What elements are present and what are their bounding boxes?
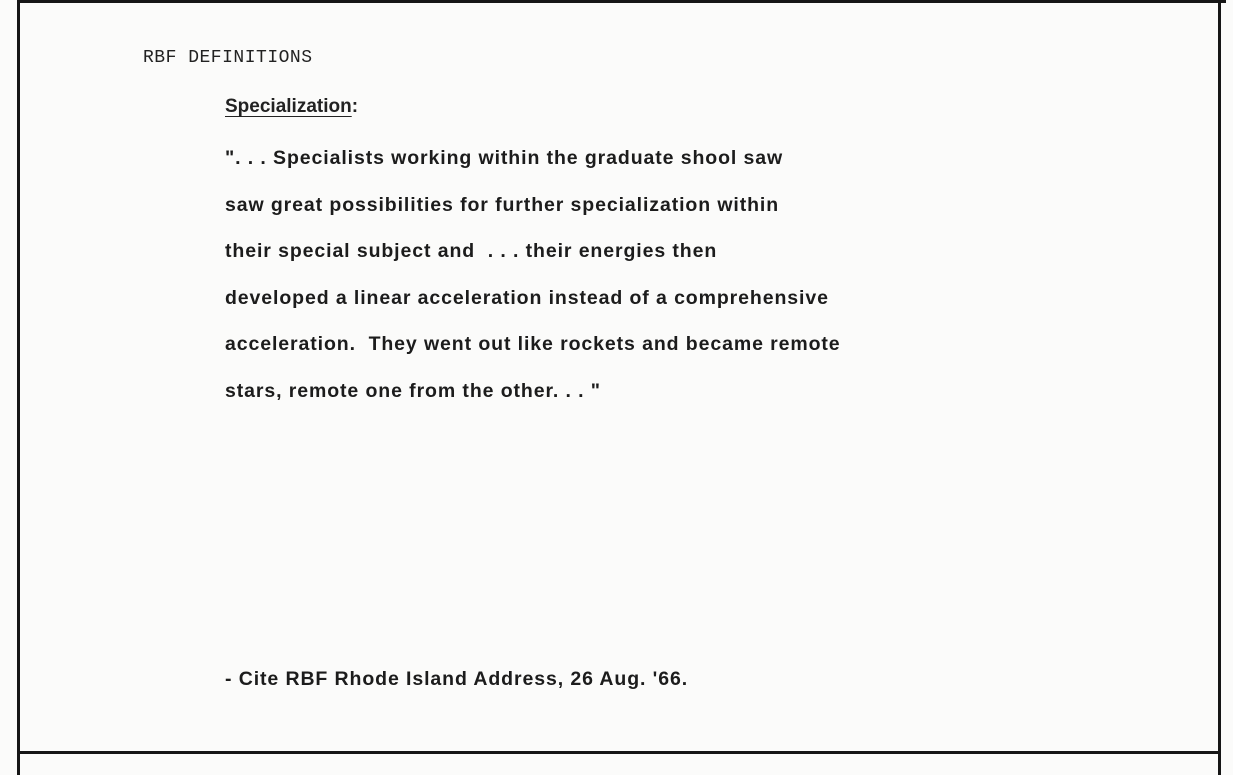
quote-line: ". . . Specialists working within the graduate shool saw — [225, 147, 784, 169]
definition-quote — [225, 143, 1105, 422]
term-colon: : — [351, 96, 359, 117]
quote-line: developed a linear acceleration instead of a comprehensive — [225, 286, 829, 309]
quote-line: their special subject and . . . their energies then — [225, 240, 718, 262]
card-border-right — [1218, 0, 1221, 775]
term-label: Specialization — [225, 96, 352, 117]
card-heading: RBF DEFINITIONS — [143, 48, 313, 68]
card-border-bottom — [18, 751, 1221, 754]
quote-line: stars, remote one from the other. . . " — [225, 379, 601, 402]
quote-line: saw great possibilities for further specialization within — [225, 193, 780, 216]
card-border-top — [18, 0, 1226, 3]
term-heading — [225, 96, 358, 118]
citation-line: - Cite RBF Rhode Island Address, 26 Aug. '66. — [225, 668, 689, 690]
card-border-left — [17, 0, 20, 775]
quote-line: acceleration. They went out like rockets and became remote — [225, 333, 841, 355]
